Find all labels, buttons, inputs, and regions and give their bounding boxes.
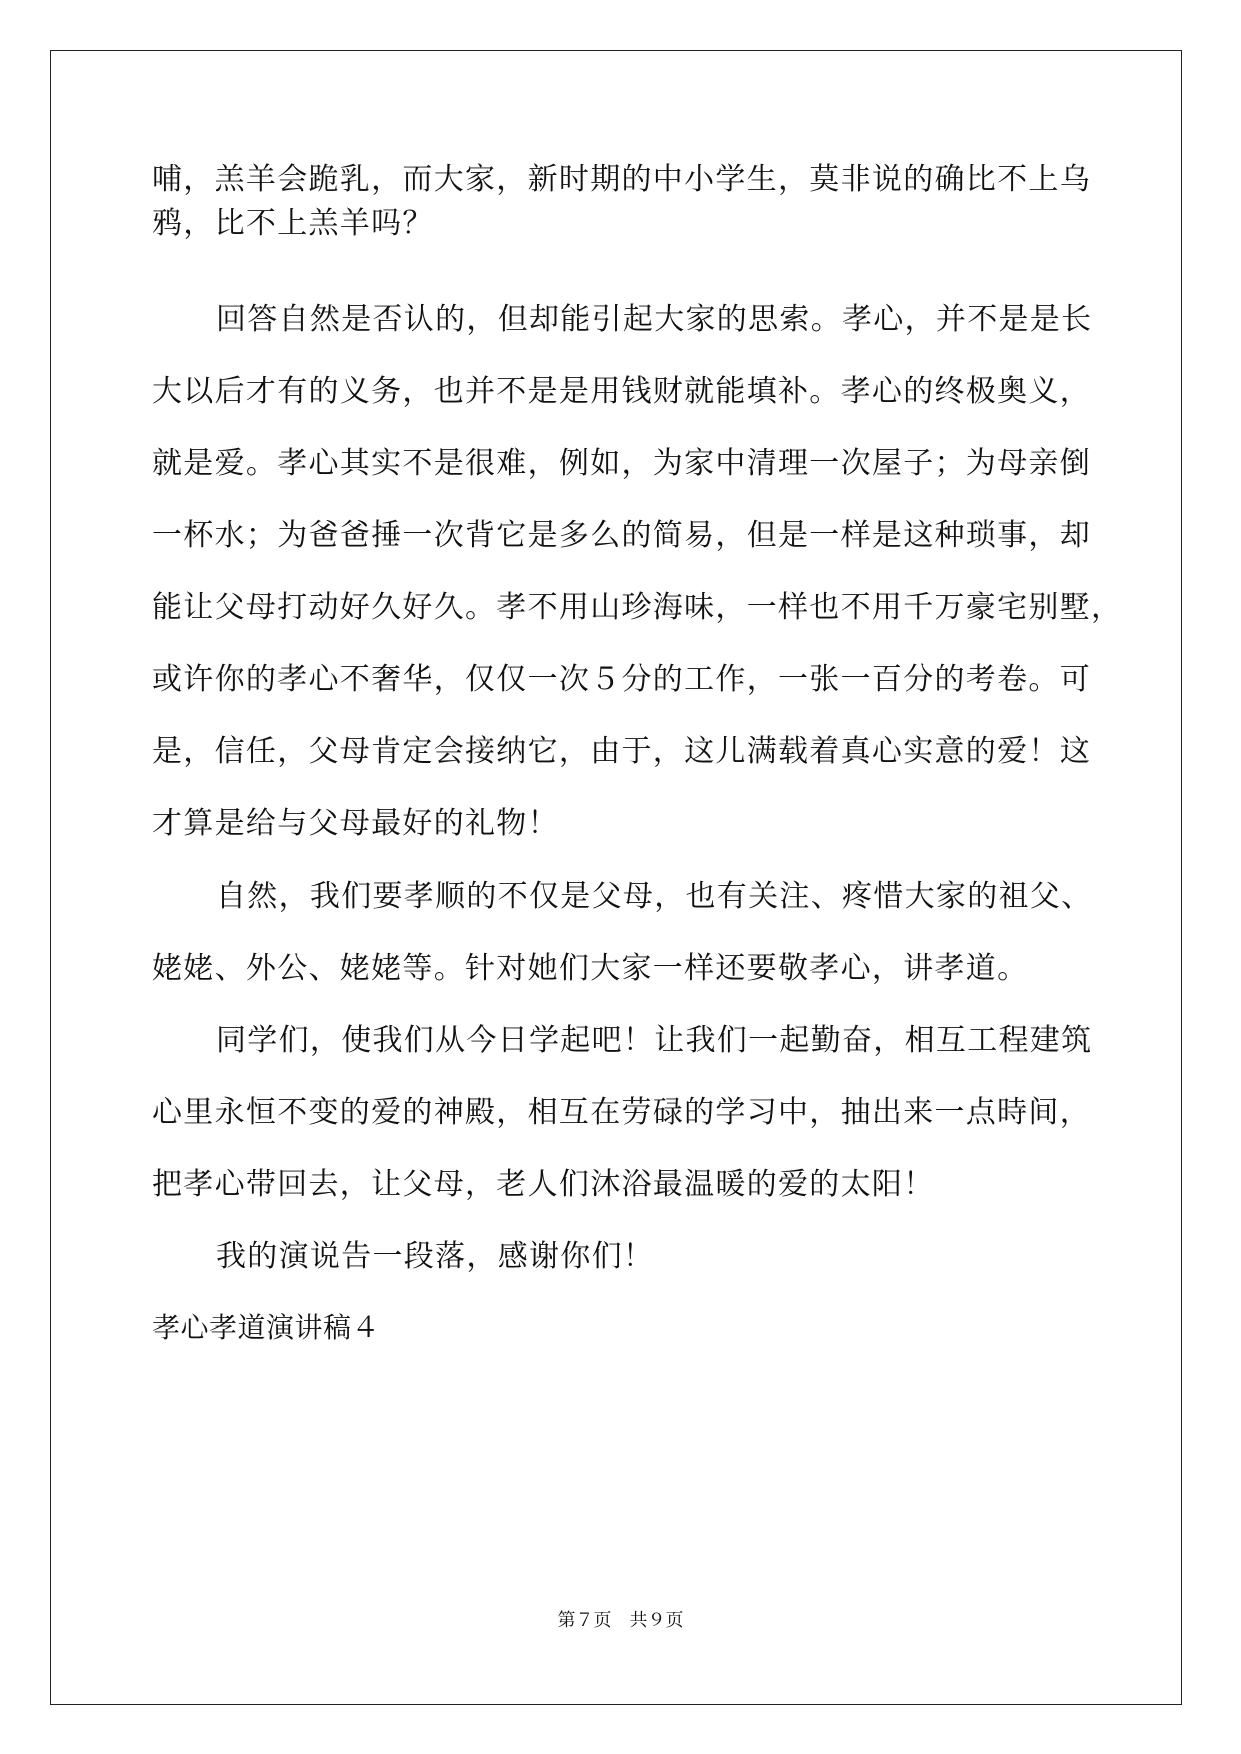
paragraph-line: 心里永恒不变的爱的神殿，相互在劳碌的学习中，抽出来一点時间， [152,1095,1091,1130]
paragraph-line: 是，信任，父母肯定会接纳它，由于，这儿满载着真心实意的爱！这 [152,734,1091,769]
page-number-label: 第７页 共９页 [557,1610,684,1631]
paragraph-line: 就是爱。孝心其实不是很难，例如，为家中清理一次屋子；为母亲倒 [152,446,1091,481]
paragraph-line: 大以后才有的义务，也并不是是用钱财就能填补。孝心的终极奥义， [152,374,1091,409]
paragraph-line: 姥姥、外公、姥姥等。针对她们大家一样还要敬孝心，讲孝道。 [152,951,1029,986]
paragraph-line: 或许你的孝心不奢华，仅仅一次５分的工作，一张一百分的考卷。可 [152,662,1091,697]
paragraph-line: 能让父母打动好久好久。孝不用山珍海味，一样也不用千万豪宅别墅， [152,590,1123,625]
paragraph-line: 自然，我们要孝顺的不仅是父母，也有关注、疼惜大家的祖父、 [216,879,1093,914]
paragraph-line: 把孝心带回去，让父母，老人们沐浴最温暖的爱的太阳！ [152,1167,935,1202]
section-heading: 孝心孝道演讲稿４ [152,1311,381,1344]
paragraph-line: 哺，羔羊会跪乳，而大家，新时期的中小学生，莫非说的确比不上乌 [152,162,1091,197]
paragraph-line: 鸦，比不上羔羊吗？ [152,206,434,241]
paragraph-line: 回答自然是否认的，但却能引起大家的思索。孝心，并不是是长 [216,302,1093,337]
paragraph-line: 一杯水；为爸爸捶一次背它是多么的简易，但是一样是这种琐事，却 [152,518,1091,553]
paragraph-line: 同学们，使我们从今日学起吧！让我们一起勤奋，相互工程建筑 [216,1023,1093,1058]
page-footer [0,1609,1241,1633]
paragraph-line: 才算是给与父母最好的礼物！ [152,806,559,841]
paragraph-line: 我的演说告一段落，感谢你们！ [216,1239,655,1274]
